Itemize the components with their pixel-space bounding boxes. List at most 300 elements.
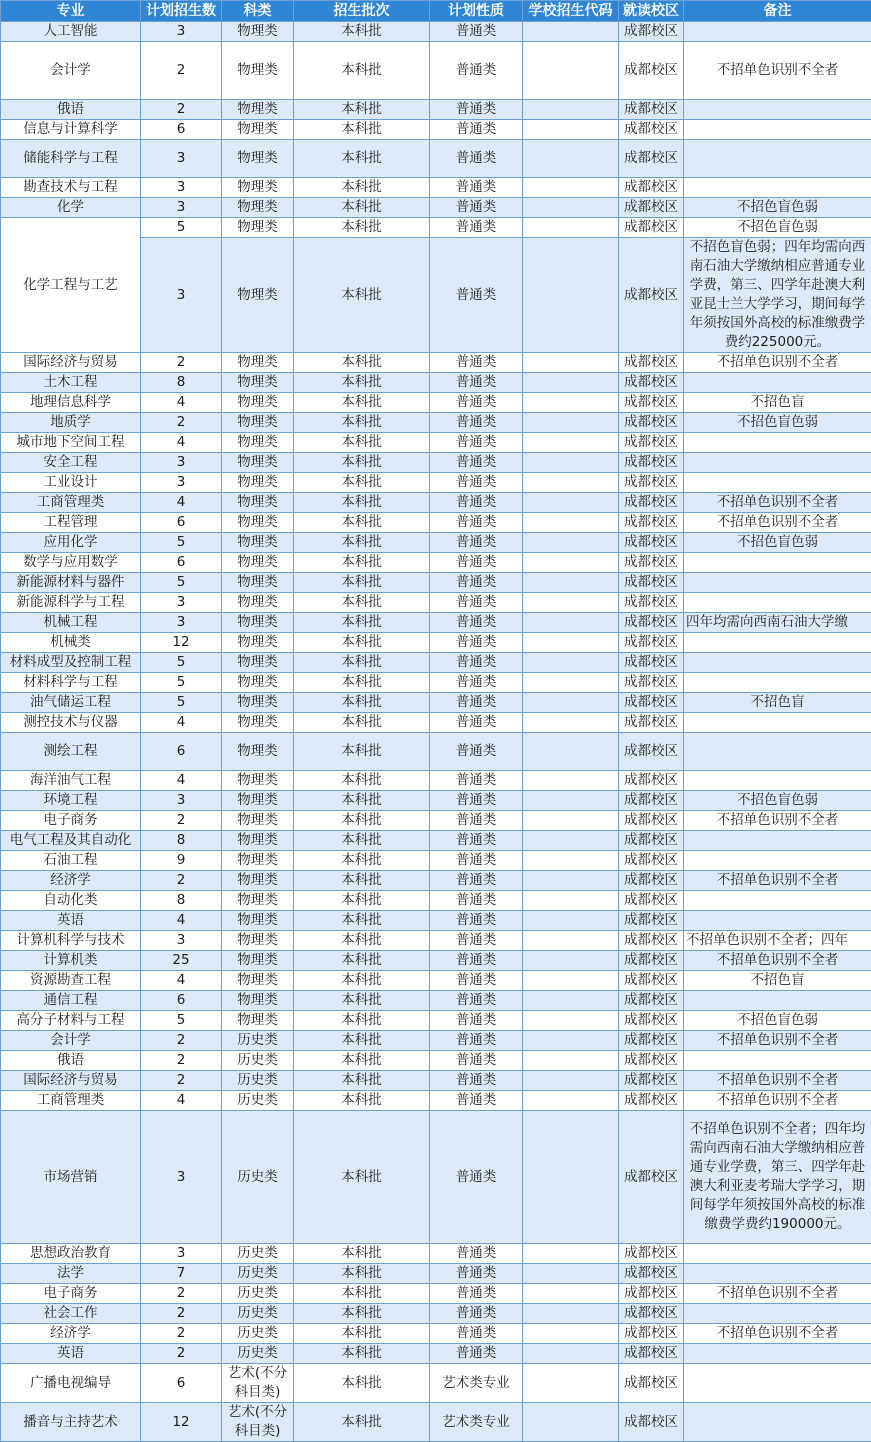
cell-campus: 成都校区 [619, 1264, 684, 1284]
table-row [1, 1344, 871, 1364]
cell-note: 不招单色识别不全者 [684, 513, 871, 533]
cell-nature: 普通类 [430, 473, 523, 493]
cell-batch: 本科批 [294, 613, 430, 633]
cell-note [684, 100, 871, 120]
cell-code [523, 573, 619, 593]
cell-nature: 普通类 [430, 413, 523, 433]
cell-batch: 本科批 [294, 1051, 430, 1071]
cell-count: 6 [141, 1364, 222, 1403]
cell-batch: 本科批 [294, 653, 430, 673]
table-row [1, 42, 871, 100]
cell-code [523, 831, 619, 851]
cell-subject: 物理类 [222, 238, 294, 353]
cell-major: 法学 [1, 1264, 141, 1284]
cell-code [523, 433, 619, 453]
cell-campus: 成都校区 [619, 633, 684, 653]
cell-campus: 成都校区 [619, 771, 684, 791]
cell-count: 5 [141, 693, 222, 713]
table-row [1, 911, 871, 931]
cell-subject: 历史类 [222, 1071, 294, 1091]
cell-nature: 普通类 [430, 1011, 523, 1031]
cell-campus: 成都校区 [619, 473, 684, 493]
cell-note: 不招单色识别不全者 [684, 811, 871, 831]
cell-batch: 本科批 [294, 493, 430, 513]
cell-batch: 本科批 [294, 1031, 430, 1051]
cell-code [523, 453, 619, 473]
cell-note [684, 373, 871, 393]
cell-count: 7 [141, 1264, 222, 1284]
cell-nature: 普通类 [430, 911, 523, 931]
cell-count: 4 [141, 493, 222, 513]
cell-major: 国际经济与贸易 [1, 353, 141, 373]
cell-code [523, 413, 619, 433]
cell-batch: 本科批 [294, 513, 430, 533]
cell-nature: 普通类 [430, 1324, 523, 1344]
cell-subject: 物理类 [222, 911, 294, 931]
cell-major: 自动化类 [1, 891, 141, 911]
cell-major: 工商管理类 [1, 493, 141, 513]
cell-batch: 本科批 [294, 42, 430, 100]
cell-major: 材料成型及控制工程 [1, 653, 141, 673]
table-row [1, 971, 871, 991]
table-row [1, 22, 871, 42]
cell-count: 5 [141, 653, 222, 673]
cell-note [684, 1244, 871, 1264]
table-row [1, 791, 871, 811]
table-row [1, 1364, 871, 1403]
cell-nature: 普通类 [430, 633, 523, 653]
cell-campus: 成都校区 [619, 673, 684, 693]
cell-batch: 本科批 [294, 733, 430, 771]
cell-note [684, 1304, 871, 1324]
cell-subject: 物理类 [222, 553, 294, 573]
table-row [1, 871, 871, 891]
cell-count: 9 [141, 851, 222, 871]
cell-nature: 普通类 [430, 673, 523, 693]
cell-campus: 成都校区 [619, 831, 684, 851]
cell-major: 工程管理 [1, 513, 141, 533]
cell-nature: 普通类 [430, 120, 523, 140]
cell-count: 3 [141, 453, 222, 473]
cell-batch: 本科批 [294, 553, 430, 573]
cell-code [523, 1344, 619, 1364]
cell-subject: 物理类 [222, 493, 294, 513]
cell-subject: 物理类 [222, 791, 294, 811]
cell-major: 国际经济与贸易 [1, 1071, 141, 1091]
cell-code [523, 791, 619, 811]
cell-note [684, 1264, 871, 1284]
cell-count: 6 [141, 120, 222, 140]
header-major: 专业 [1, 1, 141, 22]
cell-subject: 物理类 [222, 198, 294, 218]
cell-count: 3 [141, 198, 222, 218]
cell-nature: 普通类 [430, 1111, 523, 1244]
table-row [1, 1304, 871, 1324]
cell-nature: 普通类 [430, 851, 523, 871]
cell-batch: 本科批 [294, 633, 430, 653]
cell-subject: 物理类 [222, 533, 294, 553]
cell-subject: 物理类 [222, 891, 294, 911]
header-count: 计划招生数 [141, 1, 222, 22]
cell-count: 4 [141, 971, 222, 991]
cell-count: 5 [141, 1011, 222, 1031]
cell-batch: 本科批 [294, 871, 430, 891]
table-row [1, 513, 871, 533]
cell-batch: 本科批 [294, 140, 430, 178]
cell-nature: 普通类 [430, 553, 523, 573]
cell-count: 3 [141, 593, 222, 613]
table-row [1, 453, 871, 473]
cell-subject: 物理类 [222, 473, 294, 493]
cell-batch: 本科批 [294, 198, 430, 218]
cell-code [523, 1244, 619, 1264]
cell-nature: 普通类 [430, 218, 523, 238]
cell-code [523, 1403, 619, 1442]
cell-major: 通信工程 [1, 991, 141, 1011]
cell-major: 化学工程与工艺 [1, 218, 141, 353]
cell-nature: 普通类 [430, 733, 523, 771]
cell-note [684, 831, 871, 851]
cell-batch: 本科批 [294, 1324, 430, 1344]
cell-campus: 成都校区 [619, 533, 684, 553]
cell-subject: 历史类 [222, 1051, 294, 1071]
cell-note: 不招色盲色弱 [684, 198, 871, 218]
cell-count: 3 [141, 22, 222, 42]
header-batch: 招生批次 [294, 1, 430, 22]
cell-batch: 本科批 [294, 1011, 430, 1031]
cell-count: 6 [141, 553, 222, 573]
cell-campus: 成都校区 [619, 198, 684, 218]
cell-code [523, 951, 619, 971]
cell-code [523, 673, 619, 693]
cell-campus: 成都校区 [619, 791, 684, 811]
cell-subject: 物理类 [222, 393, 294, 413]
cell-campus: 成都校区 [619, 593, 684, 613]
cell-code [523, 991, 619, 1011]
cell-nature: 普通类 [430, 931, 523, 951]
cell-campus: 成都校区 [619, 573, 684, 593]
cell-batch: 本科批 [294, 573, 430, 593]
cell-note [684, 473, 871, 493]
cell-code [523, 1071, 619, 1091]
cell-note: 不招色盲色弱 [684, 1011, 871, 1031]
cell-nature: 普通类 [430, 178, 523, 198]
table-row [1, 218, 871, 238]
cell-code [523, 1324, 619, 1344]
cell-batch: 本科批 [294, 1264, 430, 1284]
cell-note [684, 991, 871, 1011]
cell-code [523, 353, 619, 373]
cell-campus: 成都校区 [619, 1403, 684, 1442]
table-row [1, 533, 871, 553]
cell-batch: 本科批 [294, 831, 430, 851]
header-row [1, 1, 871, 22]
cell-subject: 物理类 [222, 120, 294, 140]
cell-major: 测绘工程 [1, 733, 141, 771]
cell-major: 高分子材料与工程 [1, 1011, 141, 1031]
cell-batch: 本科批 [294, 473, 430, 493]
cell-note: 不招单色识别不全者 [684, 353, 871, 373]
cell-major: 俄语 [1, 1051, 141, 1071]
cell-subject: 物理类 [222, 353, 294, 373]
cell-campus: 成都校区 [619, 553, 684, 573]
table-row [1, 633, 871, 653]
cell-count: 2 [141, 1051, 222, 1071]
cell-note [684, 673, 871, 693]
cell-campus: 成都校区 [619, 178, 684, 198]
cell-code [523, 533, 619, 553]
cell-subject: 艺术(不分科目类) [222, 1403, 294, 1442]
cell-campus: 成都校区 [619, 433, 684, 453]
cell-note [684, 573, 871, 593]
cell-campus: 成都校区 [619, 453, 684, 473]
cell-major: 新能源材料与器件 [1, 573, 141, 593]
table-row [1, 1324, 871, 1344]
cell-subject: 历史类 [222, 1031, 294, 1051]
cell-batch: 本科批 [294, 1403, 430, 1442]
cell-subject: 历史类 [222, 1111, 294, 1244]
table-row [1, 1071, 871, 1091]
cell-note [684, 1344, 871, 1364]
cell-count: 2 [141, 1304, 222, 1324]
cell-code [523, 373, 619, 393]
cell-campus: 成都校区 [619, 140, 684, 178]
cell-count: 25 [141, 951, 222, 971]
cell-count: 6 [141, 733, 222, 771]
cell-nature: 普通类 [430, 1051, 523, 1071]
cell-batch: 本科批 [294, 713, 430, 733]
cell-nature: 普通类 [430, 593, 523, 613]
cell-nature: 普通类 [430, 891, 523, 911]
cell-batch: 本科批 [294, 593, 430, 613]
cell-note [684, 1403, 871, 1442]
cell-count: 4 [141, 713, 222, 733]
cell-campus: 成都校区 [619, 713, 684, 733]
cell-batch: 本科批 [294, 1284, 430, 1304]
cell-nature: 普通类 [430, 971, 523, 991]
cell-code [523, 178, 619, 198]
cell-major: 电子商务 [1, 811, 141, 831]
table-row [1, 140, 871, 178]
cell-note: 不招单色识别不全者 [684, 1071, 871, 1091]
cell-code [523, 971, 619, 991]
cell-subject: 艺术(不分科目类) [222, 1364, 294, 1403]
cell-batch: 本科批 [294, 453, 430, 473]
table-row [1, 951, 871, 971]
cell-subject: 历史类 [222, 1324, 294, 1344]
cell-batch: 本科批 [294, 178, 430, 198]
cell-subject: 物理类 [222, 433, 294, 453]
cell-batch: 本科批 [294, 218, 430, 238]
cell-count: 2 [141, 100, 222, 120]
cell-code [523, 1284, 619, 1304]
cell-note: 不招单色识别不全者 [684, 1091, 871, 1111]
table-row [1, 433, 871, 453]
cell-subject: 物理类 [222, 513, 294, 533]
cell-note: 不招单色识别不全者 [684, 1324, 871, 1344]
cell-batch: 本科批 [294, 1344, 430, 1364]
cell-major: 计算机科学与技术 [1, 931, 141, 951]
header-note: 备注 [684, 1, 871, 22]
cell-batch: 本科批 [294, 373, 430, 393]
table-body [1, 22, 871, 1442]
cell-campus: 成都校区 [619, 871, 684, 891]
cell-subject: 历史类 [222, 1091, 294, 1111]
table-row [1, 198, 871, 218]
cell-code [523, 473, 619, 493]
cell-nature: 普通类 [430, 373, 523, 393]
cell-nature: 普通类 [430, 353, 523, 373]
cell-subject: 物理类 [222, 593, 294, 613]
cell-batch: 本科批 [294, 891, 430, 911]
cell-major: 材料科学与工程 [1, 673, 141, 693]
cell-nature: 普通类 [430, 831, 523, 851]
cell-count: 4 [141, 433, 222, 453]
table-row [1, 573, 871, 593]
cell-major: 广播电视编导 [1, 1364, 141, 1403]
cell-code [523, 140, 619, 178]
table-row [1, 673, 871, 693]
cell-campus: 成都校区 [619, 373, 684, 393]
table-row [1, 713, 871, 733]
cell-batch: 本科批 [294, 673, 430, 693]
cell-count: 2 [141, 1071, 222, 1091]
cell-code [523, 733, 619, 771]
cell-major: 机械工程 [1, 613, 141, 633]
cell-code [523, 238, 619, 353]
cell-code [523, 42, 619, 100]
cell-count: 3 [141, 613, 222, 633]
cell-note [684, 1364, 871, 1403]
cell-count: 6 [141, 513, 222, 533]
cell-campus: 成都校区 [619, 733, 684, 771]
cell-subject: 物理类 [222, 931, 294, 951]
cell-major: 工业设计 [1, 473, 141, 493]
cell-major: 土木工程 [1, 373, 141, 393]
cell-code [523, 120, 619, 140]
cell-count: 3 [141, 1244, 222, 1264]
cell-note: 不招色盲色弱 [684, 413, 871, 433]
cell-major: 新能源科学与工程 [1, 593, 141, 613]
cell-subject: 物理类 [222, 733, 294, 771]
cell-batch: 本科批 [294, 931, 430, 951]
cell-major: 应用化学 [1, 533, 141, 553]
cell-major: 储能科学与工程 [1, 140, 141, 178]
cell-campus: 成都校区 [619, 1011, 684, 1031]
cell-batch: 本科批 [294, 851, 430, 871]
cell-note: 不招单色识别不全者 [684, 1031, 871, 1051]
cell-nature: 普通类 [430, 493, 523, 513]
table-row [1, 811, 871, 831]
cell-subject: 物理类 [222, 413, 294, 433]
cell-major: 环境工程 [1, 791, 141, 811]
cell-code [523, 198, 619, 218]
cell-code [523, 931, 619, 951]
cell-nature: 普通类 [430, 1284, 523, 1304]
table-row [1, 413, 871, 433]
table-row [1, 653, 871, 673]
cell-count: 4 [141, 911, 222, 931]
table-row [1, 553, 871, 573]
cell-count: 3 [141, 791, 222, 811]
cell-count: 2 [141, 1031, 222, 1051]
cell-major: 数学与应用数学 [1, 553, 141, 573]
cell-note [684, 22, 871, 42]
cell-code [523, 593, 619, 613]
cell-count: 2 [141, 353, 222, 373]
cell-campus: 成都校区 [619, 413, 684, 433]
cell-campus: 成都校区 [619, 218, 684, 238]
cell-campus: 成都校区 [619, 238, 684, 353]
cell-count: 5 [141, 533, 222, 553]
cell-subject: 历史类 [222, 1244, 294, 1264]
cell-code [523, 613, 619, 633]
cell-code [523, 22, 619, 42]
cell-major: 经济学 [1, 871, 141, 891]
cell-count: 6 [141, 991, 222, 1011]
cell-nature: 普通类 [430, 198, 523, 218]
cell-code [523, 1051, 619, 1071]
table-row [1, 1284, 871, 1304]
cell-code [523, 851, 619, 871]
cell-code [523, 393, 619, 413]
cell-batch: 本科批 [294, 413, 430, 433]
cell-subject: 物理类 [222, 811, 294, 831]
table-row [1, 1264, 871, 1284]
cell-major: 测控技术与仪器 [1, 713, 141, 733]
cell-batch: 本科批 [294, 393, 430, 413]
cell-subject: 历史类 [222, 1264, 294, 1284]
cell-nature: 普通类 [430, 771, 523, 791]
cell-count: 2 [141, 42, 222, 100]
cell-code [523, 553, 619, 573]
cell-note: 不招色盲 [684, 393, 871, 413]
cell-batch: 本科批 [294, 433, 430, 453]
cell-count: 4 [141, 771, 222, 791]
cell-campus: 成都校区 [619, 851, 684, 871]
cell-count: 3 [141, 238, 222, 353]
cell-nature: 普通类 [430, 513, 523, 533]
header-code: 学校招生代码 [523, 1, 619, 22]
cell-subject: 物理类 [222, 831, 294, 851]
cell-batch: 本科批 [294, 1111, 430, 1244]
cell-campus: 成都校区 [619, 1344, 684, 1364]
cell-code [523, 218, 619, 238]
cell-subject: 物理类 [222, 713, 294, 733]
cell-note: 不招单色识别不全者；四年均需向西南石油大学缴纳相应普通专业学费，第三、四学年赴澳大利亚麦考瑞大学学习，期间每学年须按国外高校的标准缴费学费约190000元。 [684, 1111, 871, 1244]
cell-batch: 本科批 [294, 238, 430, 353]
table-row [1, 1091, 871, 1111]
cell-major: 电子商务 [1, 1284, 141, 1304]
cell-code [523, 1304, 619, 1324]
cell-code [523, 1264, 619, 1284]
cell-code [523, 493, 619, 513]
cell-major: 地理信息科学 [1, 393, 141, 413]
cell-nature: 普通类 [430, 693, 523, 713]
cell-nature: 普通类 [430, 1304, 523, 1324]
cell-count: 12 [141, 633, 222, 653]
table-row [1, 1051, 871, 1071]
cell-batch: 本科批 [294, 791, 430, 811]
cell-nature: 普通类 [430, 100, 523, 120]
cell-major: 会计学 [1, 1031, 141, 1051]
cell-campus: 成都校区 [619, 120, 684, 140]
cell-code [523, 771, 619, 791]
table-row [1, 733, 871, 771]
cell-batch: 本科批 [294, 1071, 430, 1091]
cell-count: 4 [141, 393, 222, 413]
cell-campus: 成都校区 [619, 653, 684, 673]
